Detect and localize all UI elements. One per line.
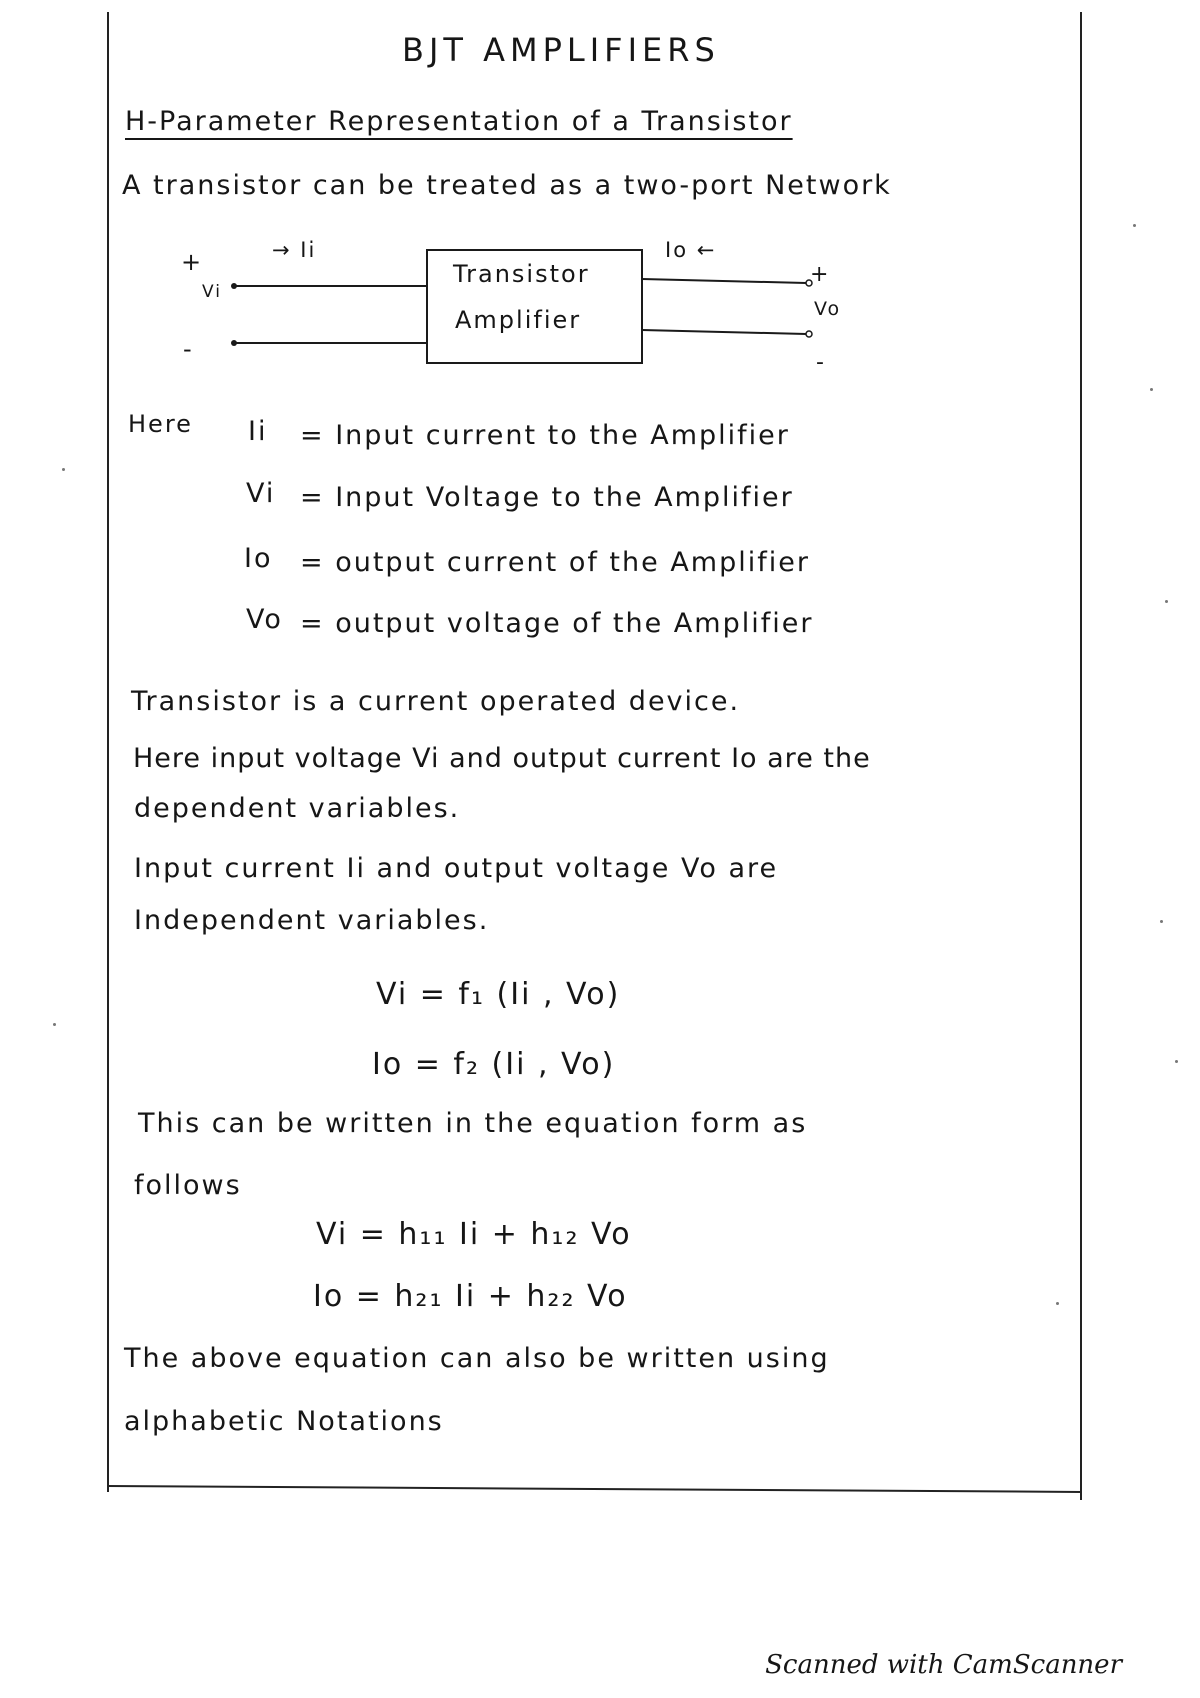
definition-text: = output current of the Amplifier	[300, 547, 810, 578]
closing-line1: The above equation can also be written using	[124, 1343, 830, 1374]
block-label-transistor: Transistor	[453, 260, 590, 288]
input-bottom-terminal	[231, 340, 237, 346]
definition-symbol: Vi	[246, 478, 276, 509]
definition-text: = Input current to the Amplifier	[300, 420, 790, 451]
definition-symbol: Ii	[248, 416, 268, 447]
output-minus-sign: -	[816, 350, 826, 375]
equation-intro-line1: This can be written in the equation form as	[138, 1108, 808, 1139]
intro-text: A transistor can be treated as a two-port Network	[122, 170, 892, 201]
paragraph-dependent-line1: Here input voltage Vi and output current Io are the	[133, 743, 871, 774]
frame-bottom-border	[107, 1485, 1082, 1493]
output-voltage-label: Vo	[814, 298, 842, 320]
two-port-diagram	[150, 240, 870, 400]
function-relation-vi: Vi = f₁ (Ii , Vo)	[376, 977, 621, 1012]
paragraph-independent-line2: Independent variables.	[134, 905, 490, 936]
output-top-wire	[642, 279, 806, 283]
definition-text: = output voltage of the Amplifier	[300, 608, 814, 639]
block-label-amplifier: Amplifier	[455, 306, 582, 334]
equation-intro-line2: follows	[134, 1170, 242, 1201]
scan-speck	[53, 1023, 56, 1026]
h-equation-io: Io = h₂₁ Ii + h₂₂ Vo	[313, 1279, 628, 1314]
frame-left-border	[107, 12, 109, 1492]
output-plus-sign: +	[810, 262, 831, 287]
scan-speck	[1165, 600, 1168, 603]
scan-speck	[1056, 1302, 1059, 1305]
function-relation-io: Io = f₂ (Ii , Vo)	[372, 1047, 616, 1082]
scan-speck	[1160, 920, 1163, 923]
scan-speck	[1133, 224, 1136, 227]
definitions-here-label: Here	[128, 410, 193, 438]
input-current-label: → Ii	[272, 238, 317, 262]
section-heading: H-Parameter Representation of a Transistor	[125, 106, 793, 137]
definition-symbol: Vo	[246, 604, 283, 635]
scan-speck	[62, 468, 65, 471]
frame-right-border	[1080, 12, 1082, 1500]
paragraph-current-device: Transistor is a current operated device.	[131, 686, 741, 717]
closing-line2: alphabetic Notations	[124, 1406, 444, 1437]
definition-text: = Input Voltage to the Amplifier	[300, 482, 794, 513]
input-voltage-label: Vi	[202, 282, 222, 302]
scanner-watermark: Scanned with CamScanner	[765, 1650, 1122, 1680]
page-title: BJT AMPLIFIERS	[402, 31, 720, 69]
output-bottom-wire	[642, 330, 806, 334]
definition-symbol: Io	[244, 543, 273, 574]
output-current-label: Io ←	[665, 238, 717, 262]
paragraph-independent-line1: Input current Ii and output voltage Vo are	[134, 853, 779, 884]
input-minus-sign: -	[183, 335, 194, 363]
input-plus-sign: +	[181, 248, 204, 276]
output-bottom-terminal	[806, 331, 812, 337]
paragraph-dependent-line2: dependent variables.	[134, 793, 461, 824]
scan-speck	[1150, 388, 1153, 391]
scan-speck	[1175, 1060, 1178, 1063]
input-top-terminal	[231, 283, 237, 289]
h-equation-vi: Vi = h₁₁ Ii + h₁₂ Vo	[316, 1217, 632, 1252]
